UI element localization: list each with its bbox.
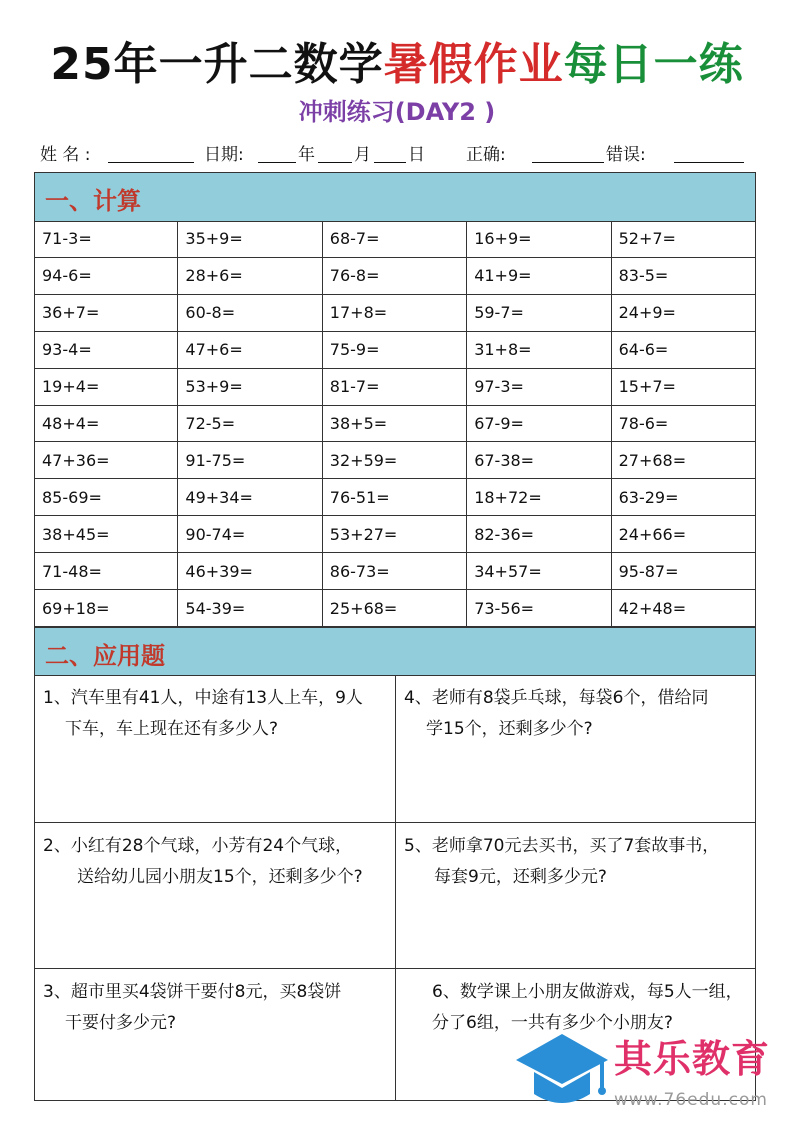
title-part-1: 25年一升二数学 [50, 39, 384, 90]
calc-cell: 59-7= [467, 295, 611, 332]
calc-cell: 97-3= [467, 369, 611, 406]
wrong-blank[interactable] [674, 162, 744, 163]
problem-line-2: 学15个，还剩多少个? [426, 719, 593, 739]
calc-cell: 32+59= [323, 442, 467, 479]
calc-cell: 24+66= [612, 516, 756, 553]
calc-cell: 64-6= [612, 332, 756, 369]
calc-cell: 94-6= [34, 258, 178, 295]
graduation-cap-icon [510, 1022, 612, 1114]
year-blank[interactable] [258, 162, 296, 163]
calc-cell: 38+45= [34, 516, 178, 553]
problem-line-2: 下车，车上现在还有多少人? [65, 719, 279, 739]
year-label: 年 [298, 145, 315, 165]
name-blank[interactable] [108, 162, 194, 163]
calc-cell: 73-56= [467, 590, 611, 627]
calc-cell: 38+5= [323, 406, 467, 443]
calc-cell: 17+8= [323, 295, 467, 332]
calc-cell: 71-48= [34, 553, 178, 590]
day-blank[interactable] [374, 162, 406, 163]
calc-cell: 27+68= [612, 442, 756, 479]
calc-cell: 48+4= [34, 406, 178, 443]
calc-cell: 95-87= [612, 553, 756, 590]
calc-cell: 75-9= [323, 332, 467, 369]
calc-cell: 67-9= [467, 406, 611, 443]
brand-logo [510, 1020, 790, 1116]
calc-cell: 83-5= [612, 258, 756, 295]
month-label: 月 [354, 145, 371, 165]
calc-cell: 41+9= [467, 258, 611, 295]
word-problem[interactable] [34, 969, 396, 1101]
problem-line-1: 4、老师有8袋乒乓球，每袋6个，借给同 [404, 688, 709, 708]
problem-line-2: 干要付多少元? [65, 1013, 177, 1033]
calc-cell: 31+8= [467, 332, 611, 369]
title-part-2: 暑假作业 [383, 39, 564, 90]
calc-cell: 18+72= [467, 479, 611, 516]
calc-cell: 68-7= [323, 221, 467, 258]
calc-cell: 63-29= [612, 479, 756, 516]
page-subtitle: 冲刺练习(DAY2 ) [298, 98, 496, 126]
calc-cell: 71-3= [34, 221, 178, 258]
section-word-header [34, 627, 756, 676]
problem-line-1: 6、数学课上小朋友做游戏，每5人一组， [432, 982, 743, 1002]
date-label: 日期: [204, 145, 244, 165]
section-calc-header [34, 172, 756, 222]
calc-cell: 82-36= [467, 516, 611, 553]
calc-cell: 69+18= [34, 590, 178, 627]
calc-cell: 53+27= [323, 516, 467, 553]
section-word-title: 二、应用题 [45, 642, 165, 670]
calc-cell: 19+4= [34, 369, 178, 406]
calc-cell: 35+9= [178, 221, 322, 258]
word-problem[interactable] [396, 823, 756, 969]
calc-cell: 60-8= [178, 295, 322, 332]
page-title [0, 28, 794, 92]
problem-line-1: 2、小红有28个气球，小芳有24个气球， [43, 836, 353, 856]
title-part-3: 每日一练 [563, 39, 744, 90]
day-label: 日 [408, 145, 425, 165]
problem-line-1: 3、超市里买4袋饼干要付8元，买8袋饼 [43, 982, 342, 1002]
calc-cell: 47+6= [178, 332, 322, 369]
calc-cell: 91-75= [178, 442, 322, 479]
brand-name: 其乐教育 [614, 1037, 771, 1081]
calc-cell: 34+57= [467, 553, 611, 590]
problem-line-1: 5、老师拿70元去买书，买了7套故事书， [404, 836, 720, 856]
calc-cell: 28+6= [178, 258, 322, 295]
problem-line-1: 1、汽车里有41人，中途有13人上车，9人 [43, 688, 363, 708]
calc-cell: 36+7= [34, 295, 178, 332]
calc-cell: 42+48= [612, 590, 756, 627]
calc-cell: 52+7= [612, 221, 756, 258]
calc-cell: 54-39= [178, 590, 322, 627]
brand-url: www.76edu.com [614, 1090, 768, 1110]
section-calc-title: 一、计算 [45, 187, 141, 215]
calc-cell: 25+68= [323, 590, 467, 627]
calc-cell: 81-7= [323, 369, 467, 406]
calc-cell: 93-4= [34, 332, 178, 369]
calc-cell: 78-6= [612, 406, 756, 443]
problem-line-2: 送给幼儿园小朋友15个，还剩多少个? [77, 867, 363, 887]
calc-cell: 76-8= [323, 258, 467, 295]
calc-grid [34, 221, 756, 627]
word-problem[interactable] [34, 675, 396, 823]
info-row [40, 140, 760, 168]
calc-cell: 76-51= [323, 479, 467, 516]
month-blank[interactable] [318, 162, 352, 163]
problem-line-2: 分了6组，一共有多少个小朋友? [432, 1013, 673, 1033]
calc-cell: 47+36= [34, 442, 178, 479]
calc-cell: 53+9= [178, 369, 322, 406]
word-problem[interactable] [34, 823, 396, 969]
calc-cell: 24+9= [612, 295, 756, 332]
calc-cell: 86-73= [323, 553, 467, 590]
correct-label: 正确: [466, 145, 506, 165]
calc-cell: 15+7= [612, 369, 756, 406]
calc-cell: 85-69= [34, 479, 178, 516]
calc-cell: 67-38= [467, 442, 611, 479]
wrong-label: 错误: [606, 145, 646, 165]
name-label: 姓 名 : [40, 145, 91, 165]
calc-cell: 90-74= [178, 516, 322, 553]
correct-blank[interactable] [532, 162, 604, 163]
problem-line-2: 每套9元，还剩多少元? [434, 867, 607, 887]
calc-cell: 49+34= [178, 479, 322, 516]
calc-cell: 16+9= [467, 221, 611, 258]
calc-cell: 46+39= [178, 553, 322, 590]
calc-cell: 72-5= [178, 406, 322, 443]
word-problem[interactable] [396, 675, 756, 823]
